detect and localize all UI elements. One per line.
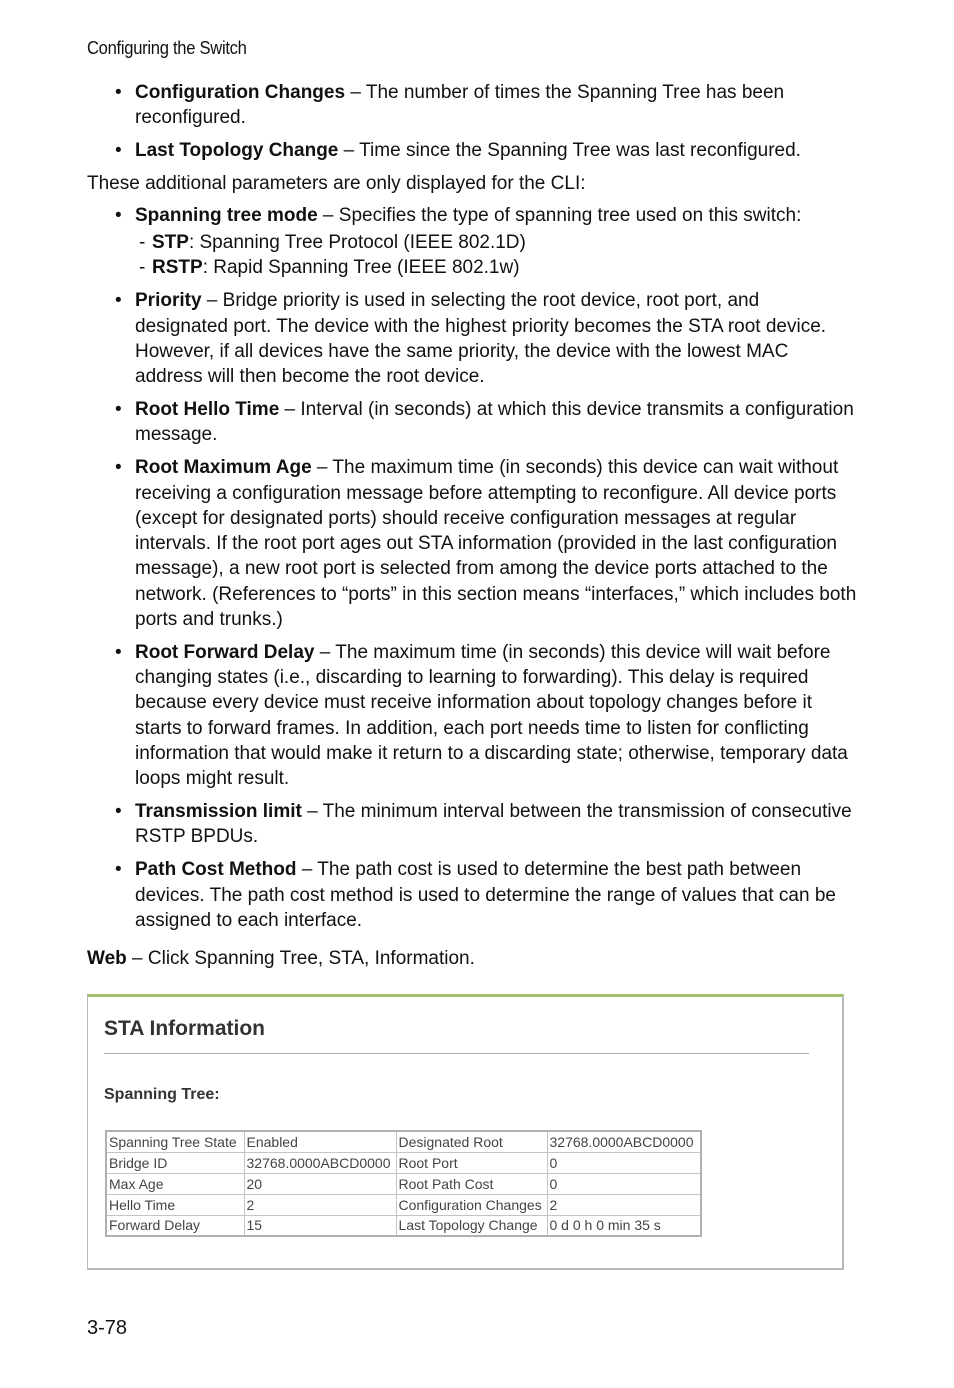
bullet-term: Root Maximum Age <box>135 457 312 479</box>
table-cell: Last Topology Change <box>396 1215 547 1236</box>
page-number: 3-78 <box>87 1317 128 1339</box>
bullet-dot: • <box>115 140 122 162</box>
bullet-dot: • <box>115 82 122 103</box>
bullet-dot: • <box>115 399 122 421</box>
table-row <box>106 1194 701 1215</box>
bullet-desc: – Time since the Spanning Tree was last reconfigured. <box>338 140 801 162</box>
cli-bullet-list <box>87 203 857 228</box>
bullet-desc: – The path cost is used to determine the best path between devices. The path cost method is used to determine the range of values that can be assigned to each interface. <box>135 859 836 931</box>
table-row <box>106 1131 701 1152</box>
bullet-term: Priority <box>135 290 202 312</box>
sta-information-screenshot <box>87 994 844 1270</box>
bullet-term: Last Topology Change <box>135 140 339 162</box>
bullet-item <box>87 138 857 163</box>
web-instruction <box>87 946 857 971</box>
bullet-term: Root Hello Time <box>135 399 280 421</box>
bullet-item <box>87 857 857 933</box>
table-cell: 32768.0000ABCD0000 <box>547 1131 701 1152</box>
bullet-item <box>87 288 857 389</box>
bullet-item <box>87 80 857 131</box>
bullet-desc: – The number of times the Spanning Tree has been reconfigured. <box>135 82 785 129</box>
bullet-term: Spanning tree mode <box>135 205 318 227</box>
table-cell: Root Path Cost <box>396 1173 547 1194</box>
table-cell: Forward Delay <box>106 1215 244 1236</box>
table-cell: Hello Time <box>106 1194 244 1215</box>
bullet-dot: • <box>115 457 122 479</box>
table-row <box>106 1173 701 1194</box>
table-cell: Max Age <box>106 1173 244 1194</box>
bullet-term: Configuration Changes <box>135 82 346 103</box>
mode-term: RSTP <box>152 257 203 279</box>
running-header: Configuring the Switch <box>87 38 247 58</box>
bullet-dot: • <box>115 801 122 823</box>
table-cell: 15 <box>244 1215 396 1236</box>
table-cell: Spanning Tree State <box>106 1131 244 1152</box>
table-cell: Bridge ID <box>106 1152 244 1173</box>
bullet-dot: • <box>115 290 122 312</box>
mode-desc: : Spanning Tree Protocol (IEEE 802.1D) <box>188 232 526 254</box>
bullet-item <box>87 397 857 448</box>
sta-title: STA Information <box>104 1017 265 1040</box>
table-cell: Designated Root <box>396 1131 547 1152</box>
bullet-desc: – Specifies the type of spanning tree used on this switch: <box>317 205 802 227</box>
sta-info-table <box>105 1130 702 1237</box>
table-row <box>106 1215 701 1236</box>
bullet-dot: • <box>115 205 122 227</box>
table-cell: 2 <box>547 1194 701 1215</box>
intro-bullet-list <box>87 80 857 163</box>
table-cell: 0 d 0 h 0 min 35 s <box>547 1215 701 1236</box>
table-cell: 20 <box>244 1173 396 1194</box>
body-text <box>87 80 857 971</box>
bullet-desc: – Interval (in seconds) at which this device transmits a configuration message. <box>135 399 854 446</box>
table-cell: 0 <box>547 1152 701 1173</box>
bullet-desc: – The minimum interval between the transmission of consecutive RSTP BPDUs. <box>135 801 852 848</box>
bullet-item <box>87 640 857 792</box>
table-cell: 32768.0000ABCD0000 <box>244 1152 396 1173</box>
bullet-item <box>87 799 857 850</box>
title-divider <box>104 1053 809 1054</box>
table-cell: 2 <box>244 1194 396 1215</box>
web-desc: – Click Spanning Tree, STA, Information. <box>126 948 475 970</box>
cli-parameter-list <box>87 288 857 933</box>
cli-intro-paragraph: These additional parameters are only displayed for the CLI: <box>87 172 586 194</box>
table-row <box>106 1152 701 1173</box>
table-cell: 0 <box>547 1173 701 1194</box>
bullet-dot: • <box>115 641 122 663</box>
web-term: Web <box>87 948 127 970</box>
mode-desc: : Rapid Spanning Tree (IEEE 802.1w) <box>202 257 520 279</box>
bullet-desc: – Bridge priority is used in selecting the root device, root port, and designated port. The device with the highest priority becomes the STA root device. However, if all devices have the same priority, the device with the lowest MAC address will then become the root device. <box>135 290 827 388</box>
bullet-term: Transmission limit <box>135 801 302 823</box>
dash-mark: - <box>139 257 146 279</box>
bullet-term: Path Cost Method <box>135 859 297 881</box>
table-cell: Enabled <box>244 1131 396 1152</box>
table-cell: Configuration Changes <box>396 1194 547 1215</box>
bullet-dot: • <box>115 859 122 881</box>
bullet-desc: – The maximum time (in seconds) this device will wait before changing states (i.e., discarding to learning to forwarding). This delay is required because every device must receive information about topology changes before it starts to forward frames. In addition, each port needs time to listen for conflicting information that would make it return to a discarding state; otherwise, temporary data loops might result. <box>135 641 848 790</box>
bullet-term: Root Forward Delay <box>135 641 315 663</box>
mode-list <box>87 230 857 280</box>
bullet-desc: – The maximum time (in seconds) this device can wait without receiving a configuration message before attempting to reconfigure. All device ports (except for designated ports) should receive configuration messages at regular intervals. If the root port ages out STA information (provided in the last configuration message), a new root port is selected from among the device ports attached to the network. (References to “ports” in this section means “interfaces,” which includes both ports and trunks.) <box>135 457 857 631</box>
mode-term: STP <box>152 232 189 254</box>
mode-item <box>87 255 857 280</box>
table-cell: Root Port <box>396 1152 547 1173</box>
bullet-item <box>87 203 857 228</box>
dash-mark: - <box>139 232 146 254</box>
spanning-tree-heading: Spanning Tree: <box>104 1086 220 1103</box>
mode-item <box>87 230 857 255</box>
bullet-item <box>87 455 857 632</box>
